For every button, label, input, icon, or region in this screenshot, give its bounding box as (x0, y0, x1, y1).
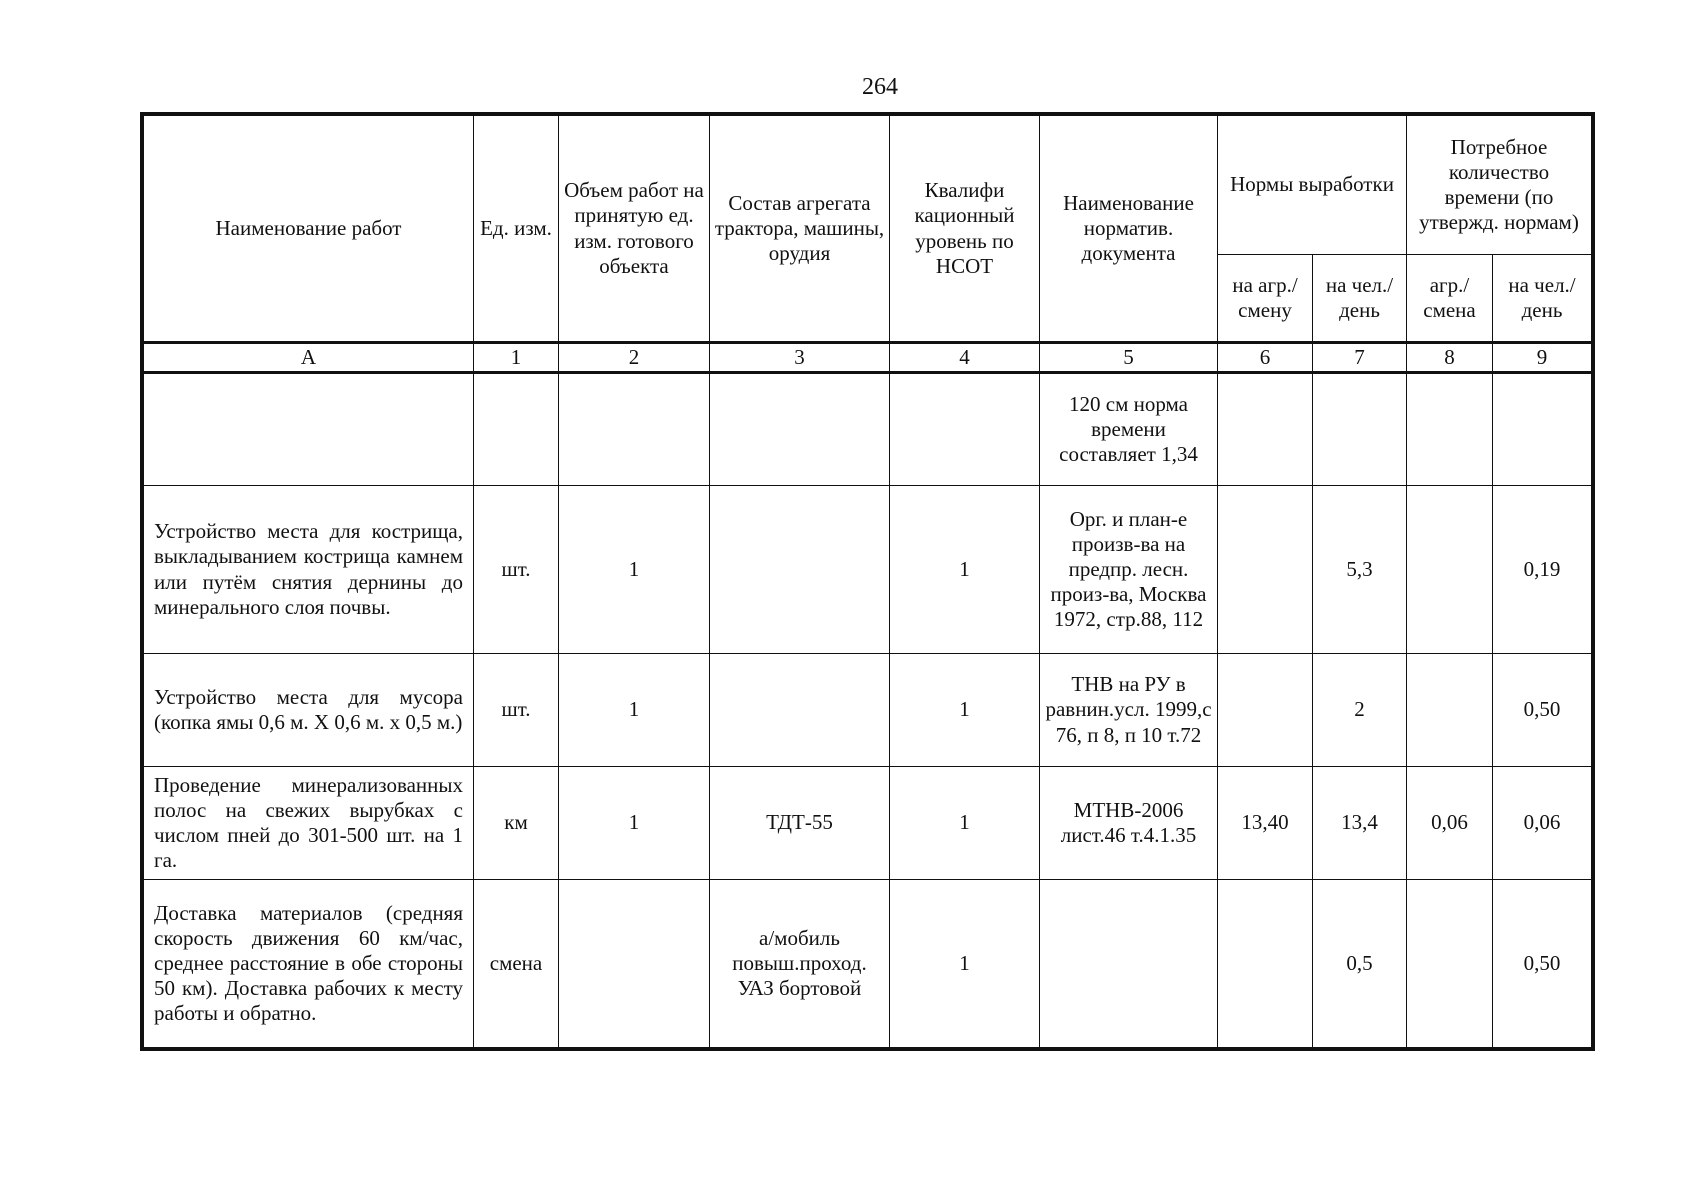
header-time-man: на чел./ день (1493, 255, 1592, 343)
cell-unit (474, 373, 559, 486)
cell-norm-agr (1218, 880, 1313, 1048)
cell-volume: 1 (559, 654, 710, 767)
work-norms-table (143, 115, 1592, 1048)
cell-unit: шт. (474, 486, 559, 654)
cell-unit: шт. (474, 654, 559, 767)
column-index: 8 (1407, 343, 1493, 373)
header-norm-doc: Наименование норматив. документа (1040, 116, 1218, 343)
cell-work-name: Устройство места для кострища, выкладыванием кострища камнем или путём снятия дернины до минерального слоя почвы. (144, 486, 474, 654)
cell-volume (559, 373, 710, 486)
cell-composition (710, 486, 890, 654)
cell-unit: км (474, 767, 559, 880)
column-index: 5 (1040, 343, 1218, 373)
cell-norm-man (1313, 373, 1407, 486)
table-row (144, 373, 1592, 486)
cell-time-man: 0,19 (1493, 486, 1592, 654)
cell-volume: 1 (559, 486, 710, 654)
page-number: 264 (862, 74, 898, 100)
header-qualification: Квалифи кационный уровень по НСОТ (890, 116, 1040, 343)
cell-work-name (144, 373, 474, 486)
cell-time-agr (1407, 654, 1493, 767)
cell-norm-agr (1218, 654, 1313, 767)
cell-unit: смена (474, 880, 559, 1048)
header-row (144, 116, 1592, 255)
cell-time-man: 0,50 (1493, 880, 1592, 1048)
cell-norm-doc: Орг. и план-е произв-ва на предпр. лесн. произ-ва, Москва 1972, стр.88, 112 (1040, 486, 1218, 654)
column-index: 7 (1313, 343, 1407, 373)
cell-volume: 1 (559, 767, 710, 880)
cell-norm-man: 13,4 (1313, 767, 1407, 880)
cell-time-man: 0,50 (1493, 654, 1592, 767)
cell-time-man (1493, 373, 1592, 486)
cell-norm-agr (1218, 486, 1313, 654)
cell-norm-man: 5,3 (1313, 486, 1407, 654)
header-time-agr: агр./ смена (1407, 255, 1493, 343)
cell-time-agr (1407, 486, 1493, 654)
cell-qualification: 1 (890, 880, 1040, 1048)
cell-qualification (890, 373, 1040, 486)
column-index: 4 (890, 343, 1040, 373)
cell-qualification: 1 (890, 486, 1040, 654)
column-index: 3 (710, 343, 890, 373)
column-index-row (144, 343, 1592, 373)
column-index: 9 (1493, 343, 1592, 373)
cell-time-agr: 0,06 (1407, 767, 1493, 880)
header-composition: Состав агрегата трактора, машины, орудия (710, 116, 890, 343)
table-row (144, 654, 1592, 767)
cell-volume (559, 880, 710, 1048)
cell-qualification: 1 (890, 654, 1040, 767)
cell-qualification: 1 (890, 767, 1040, 880)
table-row (144, 880, 1592, 1048)
cell-norm-agr (1218, 373, 1313, 486)
cell-norm-man: 0,5 (1313, 880, 1407, 1048)
cell-time-agr (1407, 880, 1493, 1048)
cell-norm-doc: ТНВ на РУ в равнин.усл. 1999,с 76, п 8, п 10 т.72 (1040, 654, 1218, 767)
column-index: 6 (1218, 343, 1313, 373)
header-unit: Ед. изм. (474, 116, 559, 343)
cell-work-name: Устройство места для мусора (копка ямы 0,6 м. Х 0,6 м. х 0,5 м.) (144, 654, 474, 767)
cell-norm-doc: МТНВ-2006 лист.46 т.4.1.35 (1040, 767, 1218, 880)
cell-norm-doc (1040, 880, 1218, 1048)
cell-work-name: Проведение минерализованных полос на свежих вырубках с числом пней до 301-500 шт. на 1 га. (144, 767, 474, 880)
cell-composition: а/мобиль повыш.проход. УАЗ бортовой (710, 880, 890, 1048)
cell-composition (710, 373, 890, 486)
header-time-group: Потребное количество времени (по утвержд. нормам) (1407, 116, 1592, 255)
cell-norm-man: 2 (1313, 654, 1407, 767)
header-norms-agr: на агр./ смену (1218, 255, 1313, 343)
cell-time-man: 0,06 (1493, 767, 1592, 880)
cell-norm-agr: 13,40 (1218, 767, 1313, 880)
cell-work-name: Доставка материалов (средняя скорость движения 60 км/час, среднее расстояние в обе стороны 50 км). Доставка рабочих к месту работы и обратно. (144, 880, 474, 1048)
table-row (144, 767, 1592, 880)
column-index: 1 (474, 343, 559, 373)
header-work-name: Наименование работ (144, 116, 474, 343)
cell-norm-doc: 120 см норма времени составляет 1,34 (1040, 373, 1218, 486)
column-index: А (144, 343, 474, 373)
header-norms-group: Нормы выработки (1218, 116, 1407, 255)
cell-composition: ТДТ-55 (710, 767, 890, 880)
table-row (144, 486, 1592, 654)
cell-time-agr (1407, 373, 1493, 486)
header-norms-man: на чел./ день (1313, 255, 1407, 343)
header-volume: Объем работ на принятую ед. изм. готового объекта (559, 116, 710, 343)
column-index: 2 (559, 343, 710, 373)
cell-composition (710, 654, 890, 767)
